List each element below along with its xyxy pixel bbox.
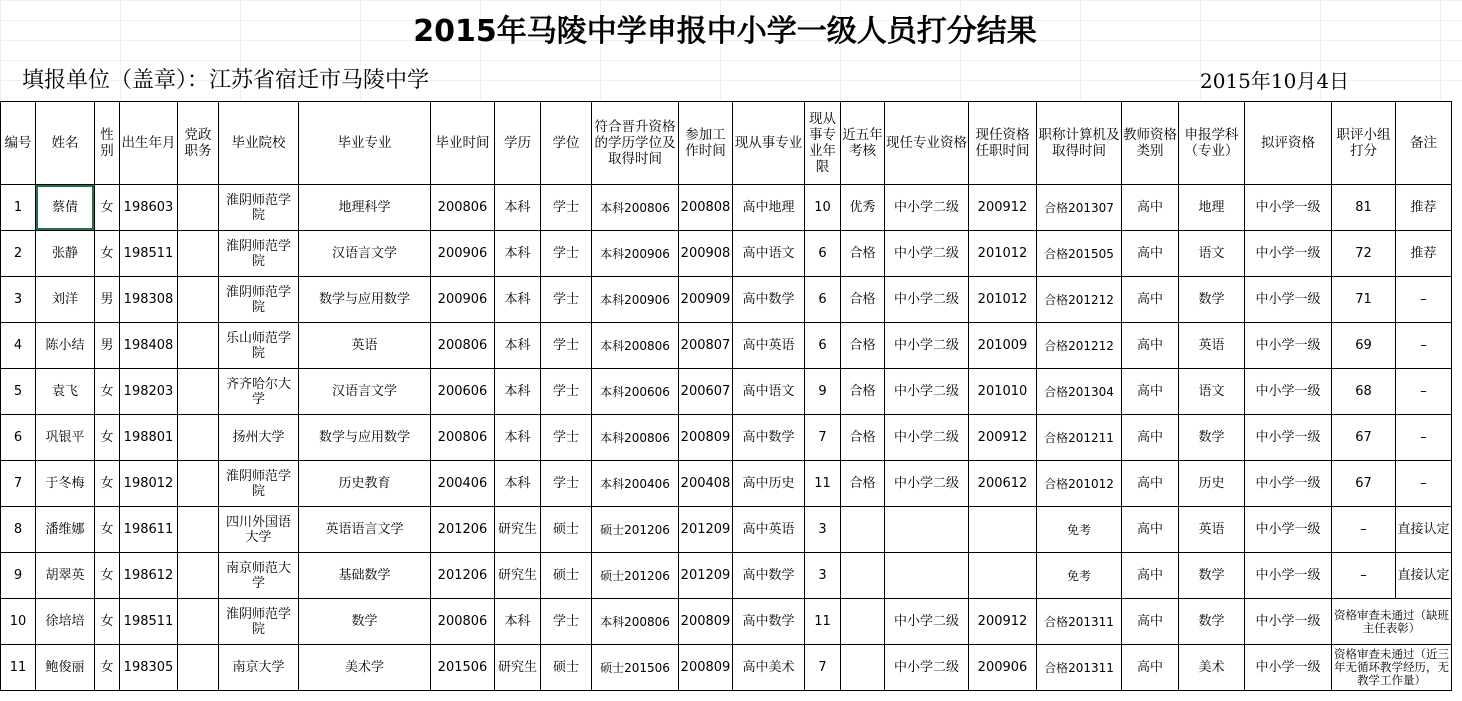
table-cell[interactable]: 美术学 [299,645,431,691]
table-row [1,231,1452,277]
table-cell[interactable]: 本科200806 [592,415,679,461]
table-cell[interactable]: 扬州大学 [219,415,299,461]
table-cell[interactable]: 11 [1,645,36,691]
table-cell[interactable]: 优秀 [841,185,885,231]
table-cell[interactable]: 中小学一级 [1245,323,1332,369]
table-cell[interactable]: 本科200406 [592,461,679,507]
table-cell[interactable]: 中小学二级 [885,645,969,691]
table-cell[interactable]: 硕士 [541,645,592,691]
table-cell[interactable]: 200806 [431,599,495,645]
table-cell[interactable]: 198203 [120,369,178,415]
table-cell[interactable]: 高中 [1122,645,1179,691]
column-header[interactable]: 性别 [95,102,120,185]
table-cell[interactable]: – [1396,277,1452,323]
column-header[interactable]: 教师资格类别 [1122,102,1179,185]
table-cell[interactable]: 200906 [431,231,495,277]
table-cell[interactable] [841,645,885,691]
table-cell[interactable]: 200912 [969,599,1037,645]
table-cell[interactable]: 本科200806 [592,599,679,645]
table-cell[interactable]: 198511 [120,231,178,277]
table-cell[interactable] [178,231,219,277]
table-cell[interactable]: 淮阴师范学院 [219,277,299,323]
table-cell[interactable]: – [1396,323,1452,369]
table-cell[interactable]: 硕士201506 [592,645,679,691]
table-cell[interactable]: 中小学二级 [885,599,969,645]
table-cell[interactable]: 本科 [495,231,541,277]
table-cell[interactable]: 中小学二级 [885,461,969,507]
table-cell[interactable]: 淮阴师范学院 [219,231,299,277]
table-cell[interactable] [885,553,969,599]
table-cell[interactable]: 3 [1,277,36,323]
table-cell[interactable]: 淮阴师范学院 [219,599,299,645]
column-header[interactable]: 学位 [541,102,592,185]
table-cell[interactable]: 200606 [431,369,495,415]
table-cell[interactable]: 本科200606 [592,369,679,415]
table-cell[interactable]: 地理 [1179,185,1245,231]
table-cell[interactable]: 男 [95,323,120,369]
table-cell[interactable]: 推荐 [1396,231,1452,277]
table-cell[interactable]: 徐培培 [36,599,95,645]
table-cell[interactable]: 198408 [120,323,178,369]
column-header[interactable]: 毕业院校 [219,102,299,185]
table-cell[interactable]: 齐齐哈尔大学 [219,369,299,415]
table-cell[interactable]: 学士 [541,277,592,323]
table-cell[interactable]: 高中数学 [733,277,805,323]
table-cell[interactable]: 1 [1,185,36,231]
table-cell[interactable]: 学士 [541,323,592,369]
table-cell[interactable]: 6 [805,323,841,369]
table-cell[interactable]: 7 [805,415,841,461]
column-header[interactable]: 党政职务 [178,102,219,185]
column-header[interactable]: 拟评资格 [1245,102,1332,185]
table-cell[interactable]: 198305 [120,645,178,691]
table-cell[interactable]: 中小学二级 [885,277,969,323]
table-cell[interactable]: 潘维娜 [36,507,95,553]
table-cell[interactable]: 合格201311 [1037,645,1122,691]
table-cell[interactable]: 中小学一级 [1245,415,1332,461]
table-cell[interactable]: 南京大学 [219,645,299,691]
table-cell[interactable]: 高中 [1122,185,1179,231]
table-cell[interactable]: 6 [1,415,36,461]
table-cell[interactable]: 本科 [495,369,541,415]
table-cell[interactable]: 11 [805,461,841,507]
table-cell[interactable]: 合格201212 [1037,277,1122,323]
table-cell[interactable]: 201012 [969,277,1037,323]
table-cell[interactable]: 英语 [299,323,431,369]
table-cell[interactable]: 淮阴师范学院 [219,461,299,507]
table-cell[interactable]: 8 [1,507,36,553]
table-cell[interactable]: 汉语言文学 [299,369,431,415]
table-cell[interactable]: 合格201311 [1037,599,1122,645]
table-cell[interactable]: 200612 [969,461,1037,507]
table-cell[interactable]: 研究生 [495,507,541,553]
table-cell[interactable]: 4 [1,323,36,369]
table-cell[interactable]: 高中 [1122,599,1179,645]
table-cell[interactable]: 南京师范大学 [219,553,299,599]
table-cell[interactable]: 198308 [120,277,178,323]
table-cell[interactable]: 张静 [36,231,95,277]
table-cell[interactable]: 201009 [969,323,1037,369]
table-cell[interactable]: 淮阴师范学院 [219,185,299,231]
sheet-title: 2015年马陵中学申报中小学一级人员打分结果 [413,14,1037,49]
table-cell[interactable]: 高中 [1122,231,1179,277]
column-header[interactable]: 学历 [495,102,541,185]
table-cell[interactable]: 高中数学 [733,553,805,599]
table-cell[interactable]: 198612 [120,553,178,599]
table-cell[interactable]: 硕士 [541,507,592,553]
table-cell[interactable]: 数学 [1179,277,1245,323]
table-cell[interactable]: 中小学一级 [1245,277,1332,323]
table-cell[interactable]: 200408 [679,461,733,507]
table-cell[interactable]: 本科 [495,185,541,231]
table-cell[interactable] [969,507,1037,553]
table-cell[interactable]: 3 [805,553,841,599]
table-cell[interactable]: 200906 [969,645,1037,691]
table-cell[interactable]: 67 [1332,415,1396,461]
table-cell[interactable]: 200906 [431,277,495,323]
table-cell[interactable]: 合格 [841,415,885,461]
table-cell[interactable]: 200607 [679,369,733,415]
table-cell[interactable]: 中小学二级 [885,369,969,415]
table-cell[interactable]: 胡翠英 [36,553,95,599]
table-cell[interactable]: 女 [95,231,120,277]
table-cell[interactable]: 鲍俊丽 [36,645,95,691]
table-cell[interactable]: 81 [1332,185,1396,231]
table-cell[interactable] [178,415,219,461]
table-cell[interactable]: – [1396,415,1452,461]
table-cell[interactable]: 201506 [431,645,495,691]
table-cell[interactable]: 中小学一级 [1245,461,1332,507]
table-row [1,507,1452,553]
table-cell[interactable]: 英语语言文学 [299,507,431,553]
table-cell[interactable]: 刘洋 [36,277,95,323]
column-header[interactable]: 出生年月 [120,102,178,185]
table-cell[interactable]: 资格审查未通过（缺班主任表彰） [1332,599,1452,645]
table-cell[interactable]: 中小学一级 [1245,599,1332,645]
table-cell[interactable]: 合格 [841,323,885,369]
table-cell[interactable]: 合格201211 [1037,415,1122,461]
table-cell[interactable]: 200908 [679,231,733,277]
table-cell[interactable]: 高中英语 [733,323,805,369]
table-cell[interactable]: 地理科学 [299,185,431,231]
table-cell[interactable]: 推荐 [1396,185,1452,231]
table-cell[interactable]: 201010 [969,369,1037,415]
table-cell[interactable]: 200809 [679,645,733,691]
table-cell[interactable]: 本科200806 [592,185,679,231]
table-cell[interactable]: 中小学二级 [885,415,969,461]
table-cell[interactable]: 200806 [431,415,495,461]
reporting-unit: 填报单位（盖章）：江苏省宿迁市马陵中学 [22,68,430,93]
table-cell[interactable]: 高中 [1122,277,1179,323]
table-cell[interactable]: 200809 [679,599,733,645]
table-cell[interactable]: 直接认定 [1396,553,1452,599]
table-cell[interactable]: 198012 [120,461,178,507]
table-cell[interactable]: 高中美术 [733,645,805,691]
table-cell[interactable]: 学士 [541,185,592,231]
table-cell[interactable]: 本科 [495,323,541,369]
table-cell[interactable]: 女 [95,645,120,691]
column-header[interactable]: 现从事专业年限 [805,102,841,185]
column-header[interactable]: 近五年考核 [841,102,885,185]
table-cell[interactable]: 数学与应用数学 [299,415,431,461]
table-cell[interactable]: 资格审查未通过（近三年无循环教学经历，无教学工作量） [1332,645,1452,691]
table-row [1,277,1452,323]
table-row [1,185,1452,231]
table-cell[interactable]: 7 [805,645,841,691]
table-cell[interactable]: – [1332,507,1396,553]
table-cell[interactable]: 198511 [120,599,178,645]
table-cell[interactable]: 高中地理 [733,185,805,231]
table-cell[interactable]: 数学 [1179,415,1245,461]
table-cell[interactable] [841,599,885,645]
table-row [1,323,1452,369]
table-cell[interactable]: 本科 [495,415,541,461]
table-cell[interactable]: 201206 [431,553,495,599]
table-cell[interactable]: 6 [805,277,841,323]
table-cell[interactable]: 女 [95,507,120,553]
table-cell[interactable]: 历史教育 [299,461,431,507]
column-header[interactable]: 现从事专业 [733,102,805,185]
table-cell[interactable]: 合格201307 [1037,185,1122,231]
table-cell[interactable]: 研究生 [495,553,541,599]
table-cell[interactable]: 于冬梅 [36,461,95,507]
table-cell[interactable]: 中小学一级 [1245,553,1332,599]
table-cell[interactable]: 四川外国语大学 [219,507,299,553]
table-cell[interactable] [841,553,885,599]
table-cell[interactable] [178,185,219,231]
table-cell[interactable]: 高中 [1122,369,1179,415]
table-row [1,599,1452,645]
table-cell[interactable]: 本科 [495,599,541,645]
table-cell[interactable]: 基础数学 [299,553,431,599]
table-cell[interactable]: 英语 [1179,323,1245,369]
table-cell[interactable]: 数学 [1179,599,1245,645]
table-cell[interactable]: – [1396,369,1452,415]
table-cell[interactable]: 中小学二级 [885,185,969,231]
table-cell[interactable]: 学士 [541,599,592,645]
table-cell[interactable]: 198611 [120,507,178,553]
table-cell[interactable]: 女 [95,369,120,415]
table-cell[interactable] [885,507,969,553]
table-cell[interactable]: 硕士 [541,553,592,599]
table-cell[interactable]: 蔡倩 [36,185,95,231]
table-cell[interactable]: 高中数学 [733,415,805,461]
table-cell[interactable]: 高中 [1122,415,1179,461]
table-cell[interactable]: 200806 [431,323,495,369]
table-cell[interactable]: 5 [1,369,36,415]
table-row [1,553,1452,599]
column-header[interactable]: 编号 [1,102,36,185]
table-cell[interactable]: 合格 [841,277,885,323]
table-cell[interactable]: 本科200806 [592,323,679,369]
column-header[interactable]: 现任专业资格 [885,102,969,185]
report-date: 2015年10月4日 [1200,69,1350,93]
table-cell[interactable]: 68 [1332,369,1396,415]
column-header[interactable]: 职评小组打分 [1332,102,1396,185]
table-row [1,461,1452,507]
table-cell[interactable]: 研究生 [495,645,541,691]
column-header[interactable]: 符合晋升资格的学历学位及取得时间 [592,102,679,185]
table-cell[interactable]: 高中 [1122,553,1179,599]
table-body [1,185,1452,691]
table-cell[interactable]: 女 [95,553,120,599]
table-cell[interactable]: 201209 [679,553,733,599]
table-cell[interactable] [178,369,219,415]
table-cell[interactable]: 巩银平 [36,415,95,461]
table-cell[interactable]: 数学 [1179,553,1245,599]
column-header[interactable]: 毕业时间 [431,102,495,185]
table-cell[interactable]: 免考 [1037,507,1122,553]
table-cell[interactable]: 高中语文 [733,231,805,277]
table-cell[interactable] [178,599,219,645]
table-cell[interactable]: 198603 [120,185,178,231]
table-cell[interactable]: 中小学一级 [1245,507,1332,553]
table-cell[interactable]: 高中 [1122,507,1179,553]
table-cell[interactable]: 198801 [120,415,178,461]
table-cell[interactable]: – [1332,553,1396,599]
table-cell[interactable]: 女 [95,461,120,507]
table-cell[interactable]: 男 [95,277,120,323]
column-header[interactable]: 姓名 [36,102,95,185]
table-cell[interactable]: 6 [805,231,841,277]
table-cell[interactable]: 中小学一级 [1245,231,1332,277]
table-cell[interactable]: 合格201012 [1037,461,1122,507]
table-cell[interactable]: 合格 [841,461,885,507]
table-cell[interactable]: 67 [1332,461,1396,507]
table-cell[interactable]: 9 [805,369,841,415]
score-table [0,101,1452,691]
table-cell[interactable]: 2 [1,231,36,277]
column-header[interactable]: 毕业专业 [299,102,431,185]
table-cell[interactable]: 本科 [495,277,541,323]
table-cell[interactable]: 袁飞 [36,369,95,415]
table-row [1,645,1452,691]
table-row [1,369,1452,415]
table-cell[interactable]: 高中 [1122,323,1179,369]
table-cell[interactable]: 10 [1,599,36,645]
table-cell[interactable]: 高中英语 [733,507,805,553]
table-row [1,415,1452,461]
table-cell[interactable]: 3 [805,507,841,553]
column-header[interactable]: 职称计算机及取得时间 [1037,102,1122,185]
table-cell[interactable]: 直接认定 [1396,507,1452,553]
table-cell[interactable]: 女 [95,185,120,231]
table-cell[interactable]: 200807 [679,323,733,369]
table-cell[interactable]: 201206 [431,507,495,553]
table-cell[interactable]: 女 [95,599,120,645]
table-cell[interactable] [178,553,219,599]
table-cell[interactable]: 200809 [679,415,733,461]
table-cell[interactable]: 中小学一级 [1245,369,1332,415]
table-cell[interactable]: 72 [1332,231,1396,277]
table-cell[interactable]: 本科 [495,461,541,507]
table-cell[interactable]: 201012 [969,231,1037,277]
table-cell[interactable]: 200406 [431,461,495,507]
table-cell[interactable]: 高中 [1122,461,1179,507]
table-cell[interactable]: 硕士201206 [592,553,679,599]
table-cell[interactable]: 学士 [541,231,592,277]
table-cell[interactable] [969,553,1037,599]
table-cell[interactable]: 高中语文 [733,369,805,415]
column-header[interactable]: 参加工作时间 [679,102,733,185]
table-cell[interactable] [178,277,219,323]
table-cell[interactable]: 高中历史 [733,461,805,507]
table-cell[interactable]: 200912 [969,415,1037,461]
column-header[interactable]: 申报学科（专业） [1179,102,1245,185]
column-header[interactable]: 备注 [1396,102,1452,185]
table-cell[interactable]: 200912 [969,185,1037,231]
column-header[interactable]: 现任资格任职时间 [969,102,1037,185]
table-cell[interactable]: 9 [1,553,36,599]
table-cell[interactable]: 合格 [841,231,885,277]
table-cell[interactable] [178,645,219,691]
table-cell[interactable]: 英语 [1179,507,1245,553]
table-cell[interactable]: 中小学二级 [885,323,969,369]
table-cell[interactable]: 69 [1332,323,1396,369]
table-cell[interactable]: 合格201505 [1037,231,1122,277]
table-cell[interactable]: 200808 [679,185,733,231]
table-cell[interactable] [841,507,885,553]
table-cell[interactable]: 10 [805,185,841,231]
table-cell[interactable]: 汉语言文学 [299,231,431,277]
table-cell[interactable]: 中小学二级 [885,231,969,277]
table-cell[interactable]: 中小学一级 [1245,645,1332,691]
table-cell[interactable]: 乐山师范学院 [219,323,299,369]
table-cell[interactable] [178,507,219,553]
table-cell[interactable]: 200909 [679,277,733,323]
table-cell[interactable]: 数学 [299,599,431,645]
table-cell[interactable]: 数学与应用数学 [299,277,431,323]
table-cell[interactable]: 学士 [541,415,592,461]
header-row [1,102,1452,185]
table-cell[interactable]: 陈小结 [36,323,95,369]
table-cell[interactable]: 合格 [841,369,885,415]
table-cell[interactable]: 201209 [679,507,733,553]
table-cell[interactable]: 本科200906 [592,231,679,277]
table-cell[interactable]: 硕士201206 [592,507,679,553]
table-cell[interactable]: 中小学一级 [1245,185,1332,231]
table-cell[interactable]: 11 [805,599,841,645]
table-cell[interactable]: 71 [1332,277,1396,323]
table-cell[interactable]: 免考 [1037,553,1122,599]
table-cell[interactable]: 女 [95,415,120,461]
table-cell[interactable] [178,461,219,507]
table-cell[interactable]: – [1396,461,1452,507]
table-cell[interactable]: 历史 [1179,461,1245,507]
table-cell[interactable]: 学士 [541,369,592,415]
table-cell[interactable]: 高中数学 [733,599,805,645]
table-cell[interactable]: 本科200906 [592,277,679,323]
table-cell[interactable]: 美术 [1179,645,1245,691]
table-cell[interactable]: 语文 [1179,369,1245,415]
table-cell[interactable]: 200806 [431,185,495,231]
table-cell[interactable]: 学士 [541,461,592,507]
table-cell[interactable]: 语文 [1179,231,1245,277]
table-cell[interactable]: 合格201304 [1037,369,1122,415]
table-cell[interactable]: 合格201212 [1037,323,1122,369]
table-cell[interactable] [178,323,219,369]
table-cell[interactable]: 7 [1,461,36,507]
